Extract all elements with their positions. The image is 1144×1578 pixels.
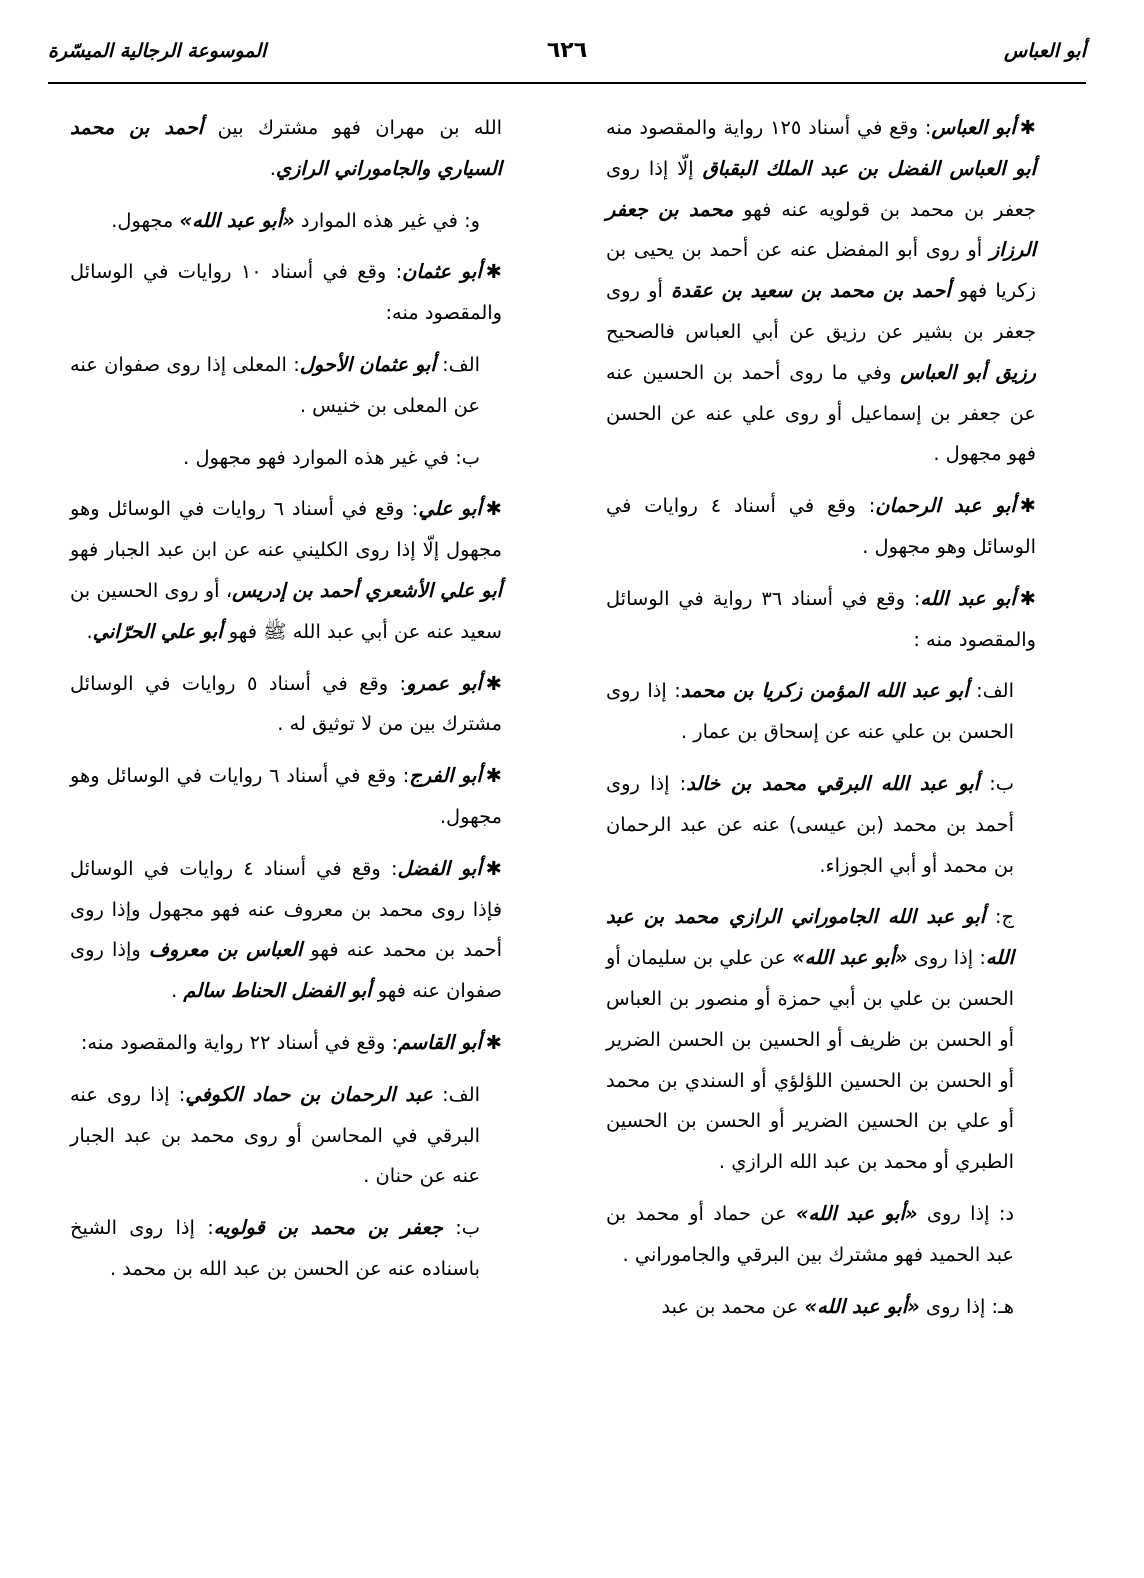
sub-item-ha: هـ: إذا روى «أبو عبد الله» عن محمد بن عبد: [661, 1294, 1014, 1318]
running-head-right: أبو العباس: [1004, 40, 1086, 62]
entry-heading: أبو القاسم: [398, 1030, 482, 1054]
entry-abu-abd-al-rahman: ✱أبو عبد الرحمان: وقع في أسناد ٤ روايات في الوسائل وهو مجهول .: [606, 494, 1036, 558]
bullet-icon: ✱: [485, 764, 502, 788]
bullet-icon: ✱: [1019, 586, 1036, 610]
page-header: [48, 36, 1086, 76]
entry-abu-ali: ✱أبو علي: وقع في أسناد ٦ روايات في الوسائل وهو مجهول إلّا إذا روى الكليني عنه عن ابن عبد الجبار فهو أبو علي الأشعري أحمد بن إدريس، أو روى الحسين بن سعيد عنه عن أبي عبد الله ﷺ فهو أبو علي الحرّاني.: [70, 497, 503, 643]
running-head-left: الموسوعة الرجالية الميسّرة: [48, 40, 267, 62]
bullet-icon: ✱: [485, 260, 502, 284]
bullet-icon: ✱: [1019, 116, 1036, 139]
entry-abu-al-fadl: ✱أبو الفضل: وقع في أسناد ٤ روايات في الوسائل فإذا روى محمد بن معروف عنه فهو مجهول وإذا روى أحمد بن محمد عنه فهو العباس بن معروف وإذا روى صفوان عنه فهو أبو الفضل الحناط سالم .: [70, 856, 502, 1003]
entry-abu-amr: ✱أبو عمرو: وقع في أسناد ٥ روايات في الوسائل مشترك بين من لا توثيق له .: [70, 671, 502, 736]
page-number: ٦٢٦: [546, 38, 588, 63]
sub-item-ba-2: ب: في غير هذه الموارد فهو مجهول .: [183, 445, 480, 469]
entry-heading: أبو الفضل: [397, 856, 482, 880]
header-divider: [48, 82, 1086, 84]
sub-item-alif: الف: أبو عبد الله المؤمن زكريا بن محمد: إذا روى الحسن بن علي عنه عن إسحاق بن عمار .: [606, 679, 1014, 744]
sub-item-ba-3: ب: جعفر بن محمد بن قولويه: إذا روى الشيخ باسناده عنه عن الحسن بن عبد الله بن محمد .: [70, 1216, 480, 1280]
entry-heading: أبو عمرو: [406, 671, 482, 695]
bullet-icon: ✱: [485, 1030, 502, 1054]
sub-item-dal: د: إذا روى «أبو عبد الله» عن حماد أو محمد بن عبد الحميد فهو مشترك بين البرقي والجاموراني .: [606, 1201, 1014, 1266]
entry-heading: أبو علي: [418, 497, 482, 521]
sub-item-alif-2: الف: أبو عثمان الأحول: المعلى إذا روى صفوان عنه عن المعلى بن خنيس .: [70, 352, 480, 417]
sub-item-ba: ب: أبو عبد الله البرقي محمد بن خالد: إذا روى أحمد بن محمد (بن عيسى) عنه عن عبد الرحمان بن محمد أو أبي الجوزاء.: [606, 771, 1014, 877]
entry-heading: أبو الفرج: [409, 764, 482, 788]
entry-heading: أبو عبد الرحمان: [875, 494, 1016, 518]
continued-paragraph: الله بن مهران فهو مشترك بين أحمد بن محمد السياري والجاموراني الرازي.: [70, 116, 502, 180]
entry-abu-al-abbas: ✱أبو العباس: وقع في أسناد ١٢٥ رواية والمقصود منه أبو العباس الفضل بن عبد الملك البقباق إلّا إذا روى جعفر بن محمد بن قولويه عنه فهو محمد بن جعفر الرزاز أو روى أبو المفضل عنه عن أحمد بن يحيى بن زكريا فهو أحمد بن محمد بن سعيد بن عقدة أو روى جعفر بن بشير عن رزيق عن أبي العباس فالصحيح رزيق أبو العباس وفي ما روى أحمد بن الحسين عنه عن جعفر بن إسماعيل أو روى علي عنه عن الحسن فهو مجهول .: [606, 116, 1036, 466]
entry-abu-uthman: ✱أبو عثمان: وقع في أسناد ١٠ روايات في الوسائل والمقصود منه:: [70, 260, 502, 325]
sub-item-alif-3: الف: عبد الرحمان بن حماد الكوفي: إذا روى عنه البرقي في المحاسن أو روى محمد بن عبد الجبار عنه عن حنان .: [70, 1082, 480, 1188]
entry-abu-abd-allah: ✱أبو عبد الله: وقع في أسناد ٣٦ رواية في الوسائل والمقصود منه :: [606, 586, 1036, 651]
sub-item-jim: ج: أبو عبد الله الجاموراني الرازي محمد بن عبد الله: إذا روى «أبو عبد الله» عن علي بن سليمان أو الحسن بن علي بن أبي حمزة أو منصور بن العباس أو الحسن بن ظريف أو الحسين بن الحسن الضرير أو الحسن بن الحسين اللؤلؤي أو السندي بن محمد أو علي بن الحسين الضرير أو الحسن بن الحسين الطبري أو محمد بن عبد الله الرازي .: [606, 905, 1014, 1174]
entry-heading: أبو العباس: [931, 116, 1016, 139]
bullet-icon: ✱: [485, 671, 502, 695]
entry-heading: أبو عثمان: [402, 260, 482, 284]
bullet-icon: ✱: [1019, 494, 1036, 518]
right-column: [606, 108, 1036, 1338]
entry-abu-al-qasim: ✱أبو القاسم: وقع في أسناد ٢٢ رواية والمقصود منه:: [80, 1030, 502, 1054]
bullet-icon: ✱: [485, 856, 502, 880]
entry-heading: أبو عبد الله: [920, 586, 1016, 610]
sub-item-waw: و: في غير هذه الموارد «أبو عبد الله» مجهول.: [111, 208, 480, 232]
entry-abu-al-faraj: ✱أبو الفرج: وقع في أسناد ٦ روايات في الوسائل وهو مجهول.: [70, 764, 502, 828]
bullet-icon: ✱: [485, 497, 502, 521]
left-column: [70, 108, 502, 1301]
